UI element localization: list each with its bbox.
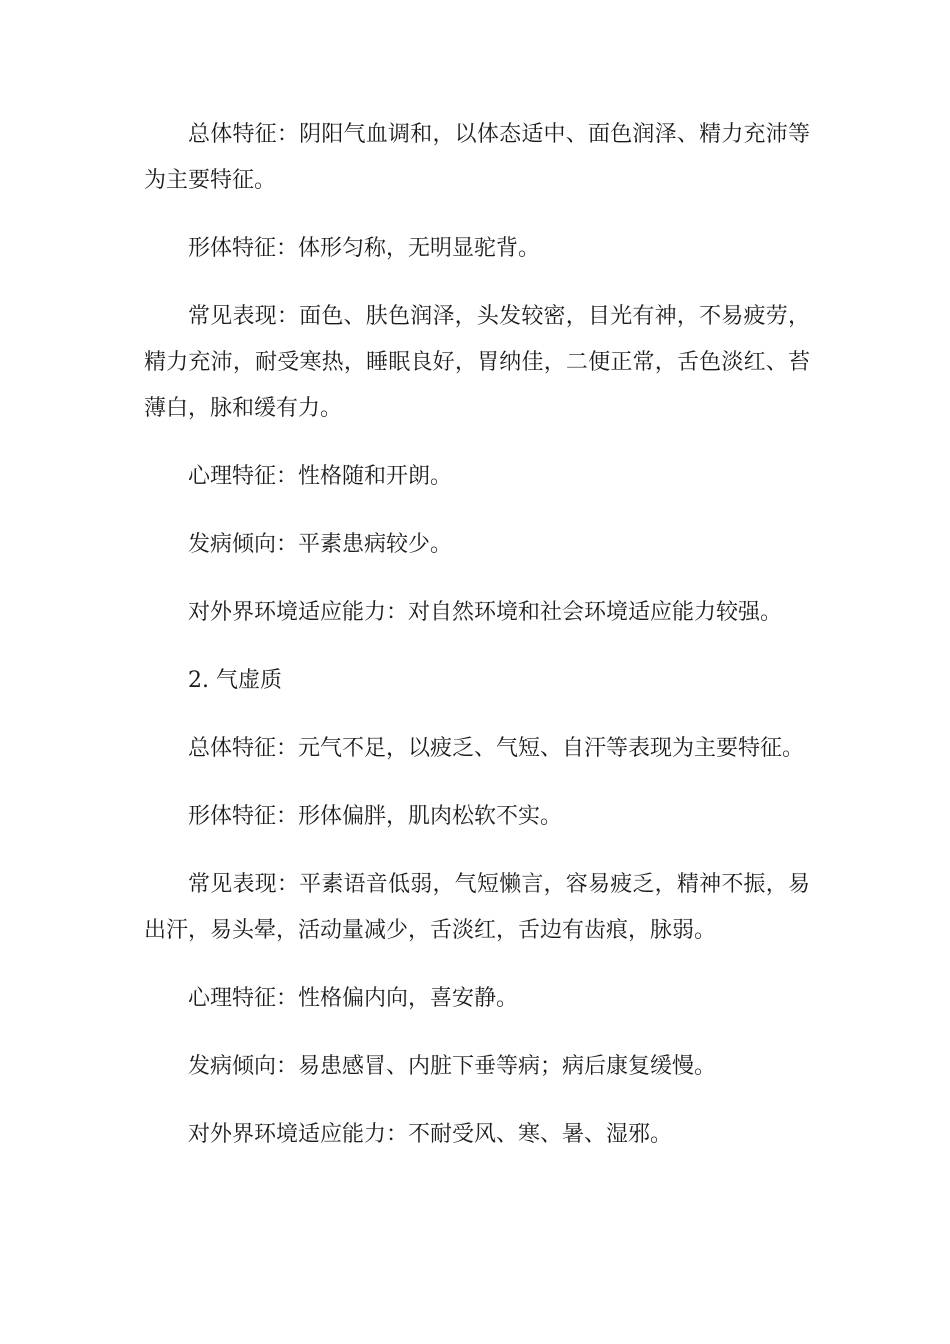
section-heading-qi-deficiency: 2. 气虚质 — [188, 668, 282, 693]
paragraph-qi-psychology: 心理特征：性格偏内向，喜安静。 — [188, 986, 519, 1011]
paragraph-qi-adaptability: 对外界环境适应能力：不耐受风、寒、暑、湿邪。 — [188, 1122, 673, 1147]
paragraph-disease-tendency: 发病倾向：平素患病较少。 — [188, 532, 453, 557]
paragraph-qi-disease-tendency: 发病倾向：易患感冒、内脏下垂等病；病后康复缓慢。 — [188, 1054, 717, 1079]
paragraph-qi-common-signs: 常见表现：平素语音低弱，气短懒言，容易疲乏，精神不振，易出汗，易头晕，活动量减少，舌淡红，舌边有齿痕，脉弱。 — [144, 872, 810, 943]
paragraph-adaptability: 对外界环境适应能力：对自然环境和社会环境适应能力较强。 — [188, 600, 783, 625]
paragraph-common-signs: 常见表现：面色、肤色润泽，头发较密，目光有神，不易疲劳，精力充沛，耐受寒热，睡眠良好，胃纳佳，二便正常，舌色淡红、苔薄白，脉和缓有力。 — [144, 304, 810, 421]
paragraph-body-shape: 形体特征：体形匀称，无明显驼背。 — [188, 236, 541, 261]
paragraph-qi-overall-features: 总体特征：元气不足，以疲乏、气短、自汗等表现为主要特征。 — [188, 736, 805, 761]
paragraph-psychology: 心理特征：性格随和开朗。 — [188, 464, 453, 489]
paragraph-overall-features: 总体特征：阴阳气血调和，以体态适中、面色润泽、精力充沛等为主要特征。 — [144, 122, 810, 193]
document-body — [144, 112, 810, 1180]
paragraph-qi-body-shape: 形体特征：形体偏胖，肌肉松软不实。 — [188, 804, 563, 829]
